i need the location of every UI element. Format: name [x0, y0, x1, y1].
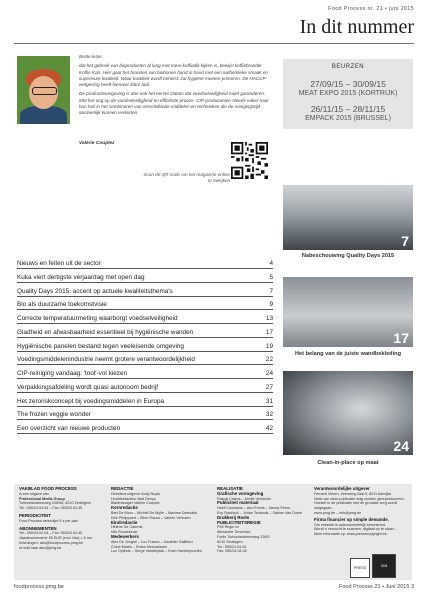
- colophon: [14, 484, 412, 580]
- toc-page: 5: [269, 273, 273, 281]
- photo-page-number: 17: [393, 330, 409, 346]
- toc-title: Nieuws en feiten uit de sector: [17, 260, 101, 267]
- colophon-line: Grafische vormgeving: [217, 490, 264, 496]
- editorial-text: [79, 54, 271, 120]
- colophon-line: Tel.: 050/24.04.04 – Fax: 050/24.04.45: [19, 531, 83, 536]
- photo-clean-in-place[interactable]: [283, 371, 413, 455]
- press-logo: PRESS: [350, 558, 370, 578]
- toc-item[interactable]: [17, 312, 273, 324]
- colophon-line: Hoofdredacteur Bart Denys: [111, 496, 156, 501]
- photo-wandbekleding[interactable]: [283, 277, 413, 347]
- colophon-col-publisher: [19, 487, 107, 551]
- colophon-line: Professional Media Group: [19, 496, 65, 501]
- toc-page: 9: [269, 301, 273, 309]
- colophon-line: Directeur-uitgever Andy Nuyts: [111, 491, 160, 496]
- colophon-line: Eindredactie: [111, 519, 138, 525]
- editorial-paragraph: De productieomgeving is dan ook het eerste station dat voedselveiligheid moet garanderen. Met het oog op de voedselveiligheid en efficiënte proces- CIP-producenten steeds vaker naar hun heil in het combineren van verschillende middelen en technieken die de reinigingstijd aanzienlijk kunnen verkorten.: [79, 91, 269, 116]
- colophon-col-uitgever: [314, 487, 408, 537]
- colophon-line: Food Process verschijnt 5 x per jaar: [19, 518, 78, 523]
- qr-caption: Scan de QR-code om het magazine online te bekijken: [143, 172, 230, 183]
- colophon-heading: VAKBLAD FOOD PROCESS: [19, 486, 77, 491]
- colophon-line: Inlichtingen: abo@foodprocess.pmg.be: [19, 540, 84, 545]
- toc-item[interactable]: [17, 271, 273, 283]
- photo-caption: Clean-in-place op maat: [317, 460, 379, 466]
- editorial-paragraph: dat het gebruik van bioproducten al lang met meer koffiedik kijken is, bewijst koffiebrander Koffie Kan. Hier gaat het branden van biobonen hand in hand met een authentieke smaak en superieure kwaliteit. Waar kwaliteit wordt beheist, zal hygiëne moeten primeren. De HACCP-wetgeving heeft hierover klare taal.: [79, 63, 268, 88]
- toc-item[interactable]: [17, 408, 273, 420]
- toc-title: Een overzicht van nieuwe producten: [17, 425, 121, 432]
- event2-dates: 26/11/15 – 28/11/15: [310, 104, 386, 114]
- toc-page: 13: [265, 315, 273, 322]
- toc-item[interactable]: [17, 257, 273, 269]
- toc-title: Correcte temperatuurmeting waarborgt voedselveiligheid: [17, 315, 178, 322]
- colophon-line: Publiciteit materiaal: [217, 500, 259, 506]
- table-of-contents: [17, 257, 273, 436]
- toc-page: 31: [265, 397, 273, 405]
- colophon-line: Wordt u verzocht te scannen, digitaal op te slaan...: [314, 527, 397, 532]
- toc-title: Quality Days 2015: accent op actuele kwaliteitsthema's: [17, 287, 173, 295]
- event1-name: MEAT EXPO 2015 (KORTRIJK): [298, 90, 398, 97]
- colophon-line: Ferrand Vieren, Zeenweg Zaal 5, 8211 Aartrijke: [314, 491, 392, 496]
- toc-page: 42: [265, 425, 273, 432]
- toc-item[interactable]: [17, 422, 273, 434]
- toc-page: 32: [265, 411, 273, 419]
- editor-photo: [17, 56, 70, 124]
- toc-item[interactable]: [17, 340, 273, 352]
- colophon-heading: REALISATIE: [217, 486, 243, 491]
- footer-page-meta: Food Process 21 • Juni 2015 3: [339, 584, 414, 590]
- toc-item[interactable]: [17, 326, 273, 338]
- photo-page-number: 24: [393, 438, 409, 454]
- issue-meta: Food Process nr. 21 • juni 2015: [328, 6, 414, 12]
- colophon-line: Chloé Martin – Rutus Meeuwissen: [111, 544, 168, 549]
- colophon-line: 8210 Zedelgem: [217, 539, 243, 544]
- colophon-col-realisatie: [217, 487, 310, 554]
- toc-title: Voedingsmiddelenindustrie neemt grotere verantwoordelijkheid: [17, 356, 195, 364]
- toc-title: Verpakkingsafdeling wordt quasi autonoom bedrijf: [17, 383, 159, 391]
- toc-page: 17: [265, 328, 273, 336]
- colophon-line: Bart De Moor – Michiel De Mylle – Maxime Delesalle: [111, 510, 198, 515]
- colophon-heading: Verantwoordelijke uitgever: [314, 486, 370, 491]
- colophon-line: Luc Oplinde – Serge Vanderplas – Koen Vanderpoorten: [111, 549, 202, 554]
- colophon-line: Kernredactie: [111, 505, 138, 511]
- toc-item[interactable]: [17, 353, 273, 365]
- colophon-line: Alexander Devreese: [217, 530, 251, 535]
- cim-logo: CIM: [372, 554, 396, 578]
- colophon-line: Fax: 050/24.04.45: [217, 549, 247, 554]
- toc-title: CIP-reiniging vandaag: 'tool'-vol kiezen: [17, 370, 128, 377]
- header-divider: [14, 43, 414, 44]
- colophon-line: Jaarabonnement: 50 EUR (excl. btw) = 5 nrs: [19, 536, 92, 541]
- colophon-line: Bladmanager Valérie Couplez: [111, 501, 160, 506]
- colophon-line: Medewerkers: [111, 533, 139, 539]
- photo-caption: Het belang van de juiste wandbekleding: [295, 351, 401, 357]
- toc-item[interactable]: [17, 395, 273, 407]
- photo-quality-days[interactable]: [283, 185, 413, 250]
- colophon-line: Evy Swolinck – Johan Terdwolk – Sabine Van Doele: [217, 510, 302, 515]
- colophon-line: PUBLICITEITSREGIE: [217, 519, 261, 525]
- photo-page-number: 7: [401, 233, 409, 249]
- colophon-line: Nils Rousseeuw: [111, 530, 138, 535]
- toc-item[interactable]: [17, 367, 273, 379]
- colophon-line: is een uitgave van: [19, 491, 49, 496]
- toc-page: 19: [265, 342, 273, 350]
- colophon-line: www.pmg.be – info@pmg.be: [314, 510, 362, 515]
- beurzen-box: [283, 59, 413, 129]
- toc-title: Bio als duurzame toekomstvisie: [17, 301, 107, 309]
- colophon-line: of mail naar abo@pmg.be: [19, 545, 62, 550]
- colophon-line: Meer informatie op: www.pressecopyright.be: [314, 532, 387, 537]
- toc-item[interactable]: [17, 298, 273, 310]
- footer-url[interactable]: foodprocess.pmg.be: [14, 584, 64, 590]
- colophon-line: Tel.: 050/24.04.04 – Fax: 050/24.04.45: [19, 506, 83, 511]
- page-title: In dit nummer: [299, 16, 414, 38]
- colophon-line: Pascal Caleus – Axelle Verriecke: [217, 496, 271, 501]
- colophon-heading: Firma financier op simple demande.: [314, 516, 389, 522]
- colophon-line: Torhoutsesteenweg 226/56, 8210 Zedelgem: [19, 501, 91, 506]
- toc-page: 22: [265, 356, 273, 364]
- editorial-signature: Valérie Couplez: [79, 141, 115, 146]
- toc-item[interactable]: [17, 381, 273, 393]
- toc-title: Hygiënische panelen bestand tegen veeleisende omgeving: [17, 342, 184, 350]
- colophon-heading: REDACTIE: [111, 486, 134, 491]
- event1-dates: 27/09/15 – 30/09/15: [310, 79, 386, 89]
- toc-title: Kuka viert dertigste verjaardag met open dag: [17, 273, 145, 281]
- beurzen-title: BEURZEN: [331, 64, 365, 70]
- colophon-line: PMI Regie nv: [217, 525, 240, 530]
- toc-item[interactable]: [17, 285, 273, 297]
- colophon-line: Alex De Jonghe – Luc Franco – Gauthier Galliford: [111, 539, 193, 544]
- qr-code-icon[interactable]: [231, 142, 268, 179]
- toc-page: 7: [269, 287, 273, 295]
- event2-name: EMPACK 2015 (BRUSSEL): [305, 115, 391, 122]
- toc-title: The frozen veggie wonder: [17, 411, 91, 419]
- colophon-col-redactie: [111, 487, 211, 554]
- toc-page: 27: [265, 383, 273, 391]
- colophon-line: Hélène De Caerme: [111, 525, 143, 530]
- colophon-line: Hoewel in de publicatie met de grootste zorg wordt omgegaan...: [314, 501, 397, 511]
- colophon-line: Drukkerij Roels: [217, 514, 250, 520]
- editorial-paragraph: Beste lezer,: [79, 54, 104, 59]
- colophon-heading: PERIODICITEIT: [19, 512, 51, 518]
- colophon-line: Fortis Torhoutsesteenweg 226/5: [217, 534, 270, 539]
- colophon-heading: ABONNEMENTEN: [19, 525, 57, 531]
- colophon-line: Niets van deze publicatie mag worden gereproduceerd...: [314, 496, 407, 501]
- toc-title: Gladheid en afwasbaarheid essentieel bij hygiënische wanden: [17, 328, 194, 336]
- colophon-line: Om redactie is auteursrechtelijk beschermd.: [314, 522, 386, 527]
- colophon-line: Tel.: 050/24.04.04: [217, 544, 247, 549]
- colophon-line: Dirk Philippaert – Eline Rousu – Valérie Verlosen: [111, 515, 191, 520]
- toc-title: Het zeroriskconcept bij voedingsmiddelen in Europa: [17, 397, 165, 405]
- toc-page: 24: [265, 370, 273, 377]
- photo-caption: Nabeschouwing Quality Days 2015: [301, 253, 395, 259]
- colophon-line: Heidi Coussens – Ann Everts – Nancy Peers: [217, 506, 290, 511]
- toc-page: 4: [269, 260, 273, 267]
